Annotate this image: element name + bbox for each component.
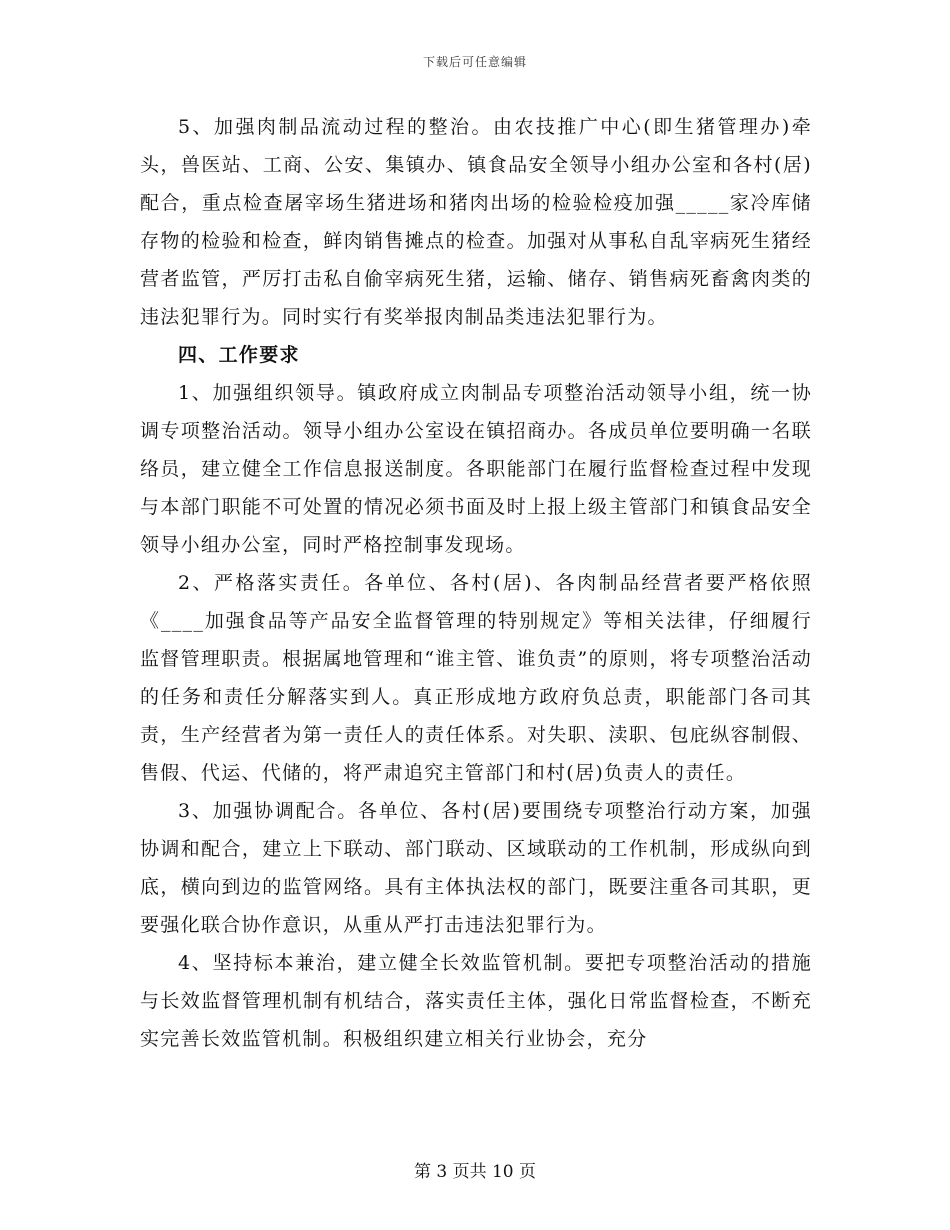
page-header: 下载后可任意编辑 bbox=[422, 55, 527, 69]
section-heading-work-requirements: 四、工作要求 bbox=[178, 344, 300, 366]
document-body bbox=[140, 108, 812, 1058]
paragraph-4-long-term-mechanism: 4、坚持标本兼治，建立健全长效监管机制。要把专项整治活动的措施与长效监督管理机制有机结合，落实责任主体，强化日常监督检查，不断充实完善长效监管机制。积极组织建立相关行业协会，充分 bbox=[140, 952, 812, 1050]
page-number: 第 3 页共 10 页 bbox=[413, 1162, 537, 1182]
paragraph-2-responsibility: 2、严格落实责任。各单位、各村(居)、各肉制品经营者要严格依照《____加强食品等产品安全监督管理的特别规定》等相关法律，仔细履行监督管理职责。根据属地管理和“谁主管、谁负责”的原则，将专项整治活动的任务和责任分解落实到人。真正形成地方政府负总责，职能部门各司其责，生产经营者为第一责任人的责任体系。对失职、渎职、包庇纵容制假、售假、代运、代储的，将严肃追究主管部门和村(居)负责人的责任。 bbox=[140, 572, 812, 784]
paragraph-3-coordination: 3、加强协调配合。各单位、各村(居)要围绕专项整治行动方案，加强协调和配合，建立上下联动、部门联动、区域联动的工作机制，形成纵向到底，横向到边的监管网络。具有主体执法权的部门，既要注重各司其职，更要强化联合协作意识，从重从严打击违法犯罪行为。 bbox=[140, 800, 812, 936]
paragraph-1-organization: 1、加强组织领导。镇政府成立肉制品专项整治活动领导小组，统一协调专项整治活动。领导小组办公室设在镇招商办。各成员单位要明确一名联络员，建立健全工作信息报送制度。各职能部门在履行监督检查过程中发现与本部门职能不可处置的情况必须书面及时上报上级主管部门和镇食品安全领导小组办公室，同时严格控制事发现场。 bbox=[140, 382, 812, 556]
paragraph-5-meat-circulation: 5、加强肉制品流动过程的整治。由农技推广中心(即生猪管理办)牵头，兽医站、工商、公安、集镇办、镇食品安全领导小组办公室和各村(居)配合，重点检查屠宰场生猪进场和猪肉出场的检验检疫加强_____家冷库储存物的检验和检查，鲜肉销售摊点的检查。加强对从事私自乱宰病死生猪经营者监管，严厉打击私自偷宰病死生猪，运输、储存、销售病死畜禽肉类的违法犯罪行为。同时实行有奖举报肉制品类违法犯罪行为。 bbox=[140, 116, 812, 328]
